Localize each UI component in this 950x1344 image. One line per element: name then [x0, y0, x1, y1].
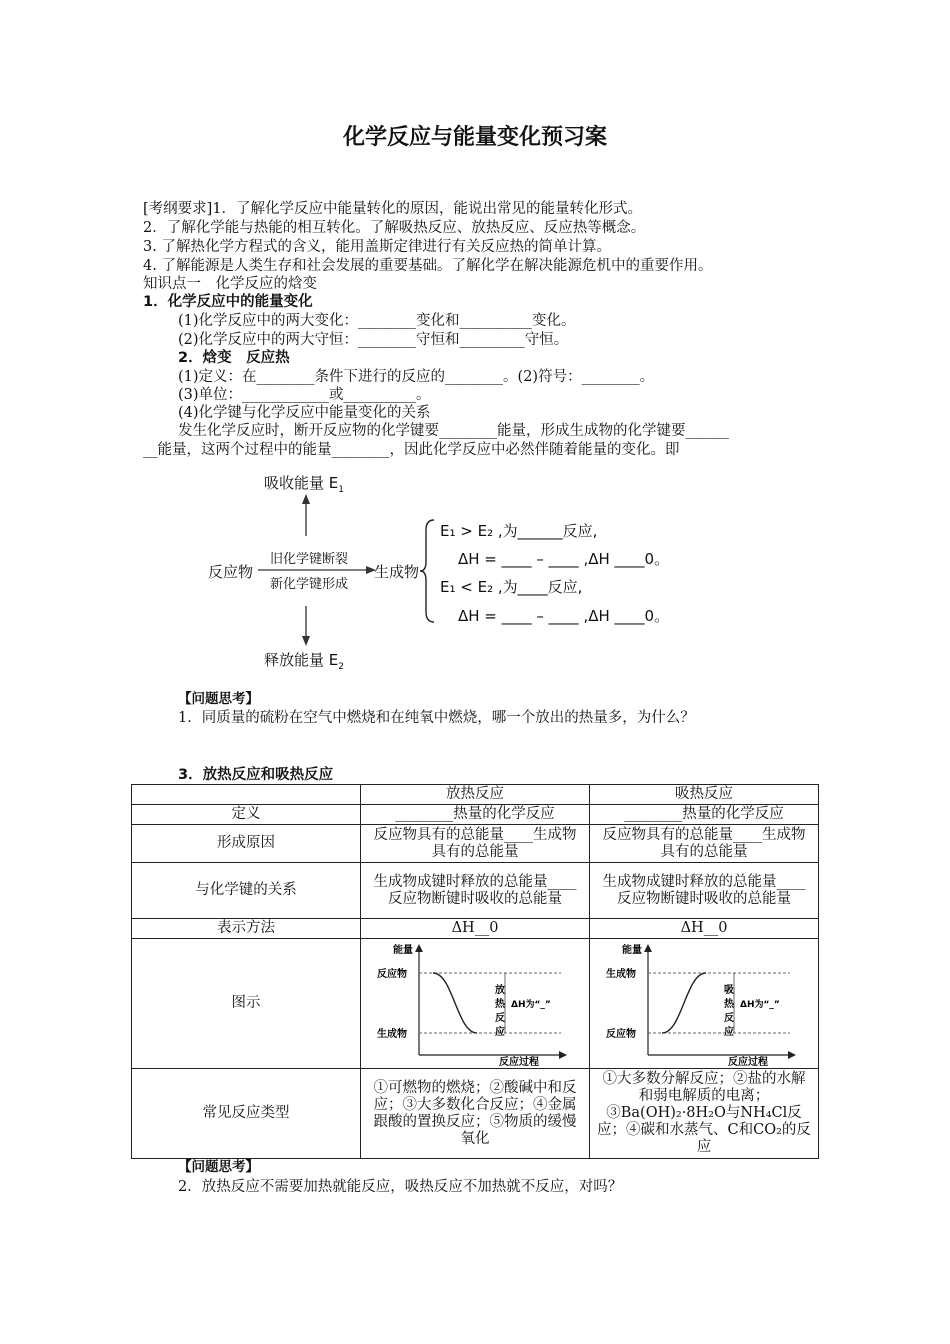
energy-curve: [433, 973, 477, 1033]
down-arrow-icon: [296, 606, 316, 646]
exo-energy-chart: [361, 939, 590, 1069]
delta-h-label: ΔH为“_”: [511, 999, 551, 1010]
up-arrow-icon: [296, 494, 316, 538]
table-header-endo: 吸热反应: [590, 785, 819, 805]
endo-cell: ①大多数分解反应；②盐的水解和弱电解质的电离；③Ba(OH)₂·8H₂O与NH₄Cl反应；④碳和水蒸气、C和CO₂的反应: [590, 1069, 819, 1159]
section2-line-2: (3)单位：____________或__________。: [178, 387, 431, 403]
process-char-4: 应: [495, 1026, 505, 1038]
delta-h-label: ΔH为“_”: [740, 999, 780, 1010]
exo-cell: ΔH__0: [361, 919, 590, 939]
section2-line-1: (1)定义：在________条件下进行的反应的________。(2)符号：________。: [178, 369, 655, 385]
brace-icon: [420, 518, 436, 624]
x-axis-label: 反应过程: [728, 1056, 768, 1067]
requirement-2: 2．了解化学能与热能的相互转化。了解吸热反应、放热反应、反应热等概念。: [143, 220, 646, 236]
endo-energy-chart: [590, 939, 819, 1069]
energy-curve: [662, 973, 706, 1033]
section1-line-2: (2)化学反应中的两大守恒：________守恒和_________守恒。: [178, 332, 569, 348]
endo-cell: ________热量的化学反应: [590, 805, 819, 825]
exo-endo-comparison-table: [131, 784, 819, 1159]
table-row: [132, 1069, 819, 1159]
section1-line-1: (1)化学反应中的两大变化：________变化和__________变化。: [178, 313, 576, 329]
section3-heading: 3．放热反应和吸热反应: [178, 767, 334, 783]
process-char-2: 热: [495, 998, 505, 1010]
reaction-right-arrow-icon: [258, 562, 376, 578]
section1-heading: 1．化学反应中的能量变化: [143, 294, 313, 310]
exo-cell: ________热量的化学反应: [361, 805, 590, 825]
absorb-energy-label: 吸收能量 $E_1$: [264, 474, 344, 495]
product-label: 生成物: [374, 563, 420, 581]
process-char-1: 吸: [724, 984, 734, 996]
release-energy-label: 释放能量 $E_2$: [264, 651, 344, 672]
case2-delta-h: ΔH = ____ – ____ ,ΔH ____0。: [458, 607, 670, 625]
table-header-exo: 放热反应: [361, 785, 590, 805]
reactant-label: 反应物: [208, 563, 254, 581]
exo-cell: ①可燃物的燃烧；②酸碱中和反应；③大多数化合反应；④金属跟酸的置换反应；⑤物质的缓慢氧化: [361, 1069, 590, 1159]
case2-condition: E₁ < E₂ ,为____反应,: [440, 578, 583, 596]
section2-line-4: 发生化学反应时，断开反应物的化学键要________能量，形成生成物的化学键要______: [178, 423, 729, 439]
case1-condition: E₁ > E₂ ,为______反应,: [440, 522, 598, 540]
break-bonds-label: 旧化学键断裂: [270, 552, 349, 567]
process-char-1: 放: [495, 984, 505, 996]
row-label: 表示方法: [132, 919, 361, 939]
table-row: [132, 919, 819, 939]
requirement-3: 3. 了解热化学方程式的含义，能用盖斯定律进行有关反应热的简单计算。: [143, 239, 611, 255]
table-row: [132, 825, 819, 863]
row-label: 常见反应类型: [132, 1069, 361, 1159]
question2-label: 【问题思考】: [178, 1159, 259, 1175]
table-header-row: [132, 785, 819, 805]
row-label: 定义: [132, 805, 361, 825]
top-level-label: 反应物: [377, 968, 407, 980]
process-char-4: 应: [724, 1026, 734, 1038]
section2-heading: 2．焓变 反应热: [178, 350, 290, 366]
question1-text: 1．同质量的硫粉在空气中燃烧和在纯氧中燃烧，哪一个放出的热量多，为什么？: [178, 710, 695, 726]
bottom-level-label: 反应物: [606, 1028, 636, 1040]
requirement-1: [考纲要求]1．了解化学反应中能量转化的原因，能说出常见的能量转化形式。: [143, 201, 643, 217]
y-axis-label: 能量: [622, 944, 642, 956]
section2-line-3: (4)化学键与化学反应中能量变化的关系: [178, 405, 431, 421]
table-row: [132, 863, 819, 919]
table-row: [132, 805, 819, 825]
x-axis-label: 反应过程: [499, 1056, 539, 1067]
endo-cell: 反应物具有的总能量____生成物具有的总能量: [590, 825, 819, 863]
row-label: 图示: [132, 939, 361, 1069]
question1-label: 【问题思考】: [178, 691, 259, 707]
row-label: 与化学键的关系: [132, 863, 361, 919]
section2-line-5: __能量，这两个过程中的能量________，因此化学反应中必然伴随着能量的变化。即: [143, 442, 680, 458]
page-title: 化学反应与能量变化预习案: [342, 125, 607, 150]
endo-cell: 生成物成键时释放的总能量____反应物断键时吸收的总能量: [590, 863, 819, 919]
form-bonds-label: 新化学键形成: [270, 577, 349, 592]
top-level-label: 生成物: [606, 968, 636, 980]
process-char-3: 反: [495, 1012, 505, 1024]
case1-delta-h: ΔH = ____ – ____ ,ΔH ____0。: [458, 550, 670, 568]
requirement-4: 4. 了解能源是人类生存和社会发展的重要基础。了解化学在解决能源危机中的重要作用。: [143, 258, 713, 274]
process-char-2: 热: [724, 998, 734, 1010]
knowledge-point-heading: 知识点一 化学反应的焓变: [143, 276, 317, 292]
process-char-3: 反: [724, 1012, 734, 1024]
row-label: 形成原因: [132, 825, 361, 863]
exo-cell: 生成物成键时释放的总能量____反应物断键时吸收的总能量: [361, 863, 590, 919]
table-header-empty: [132, 785, 361, 805]
bottom-level-label: 生成物: [377, 1028, 407, 1040]
table-row: [132, 939, 819, 1069]
y-axis-label: 能量: [393, 944, 413, 956]
exo-cell: 反应物具有的总能量____生成物具有的总能量: [361, 825, 590, 863]
endo-cell: ΔH__0: [590, 919, 819, 939]
question2-text: 2．放热反应不需要加热就能反应，吸热反应不加热就不反应，对吗？: [178, 1179, 623, 1195]
